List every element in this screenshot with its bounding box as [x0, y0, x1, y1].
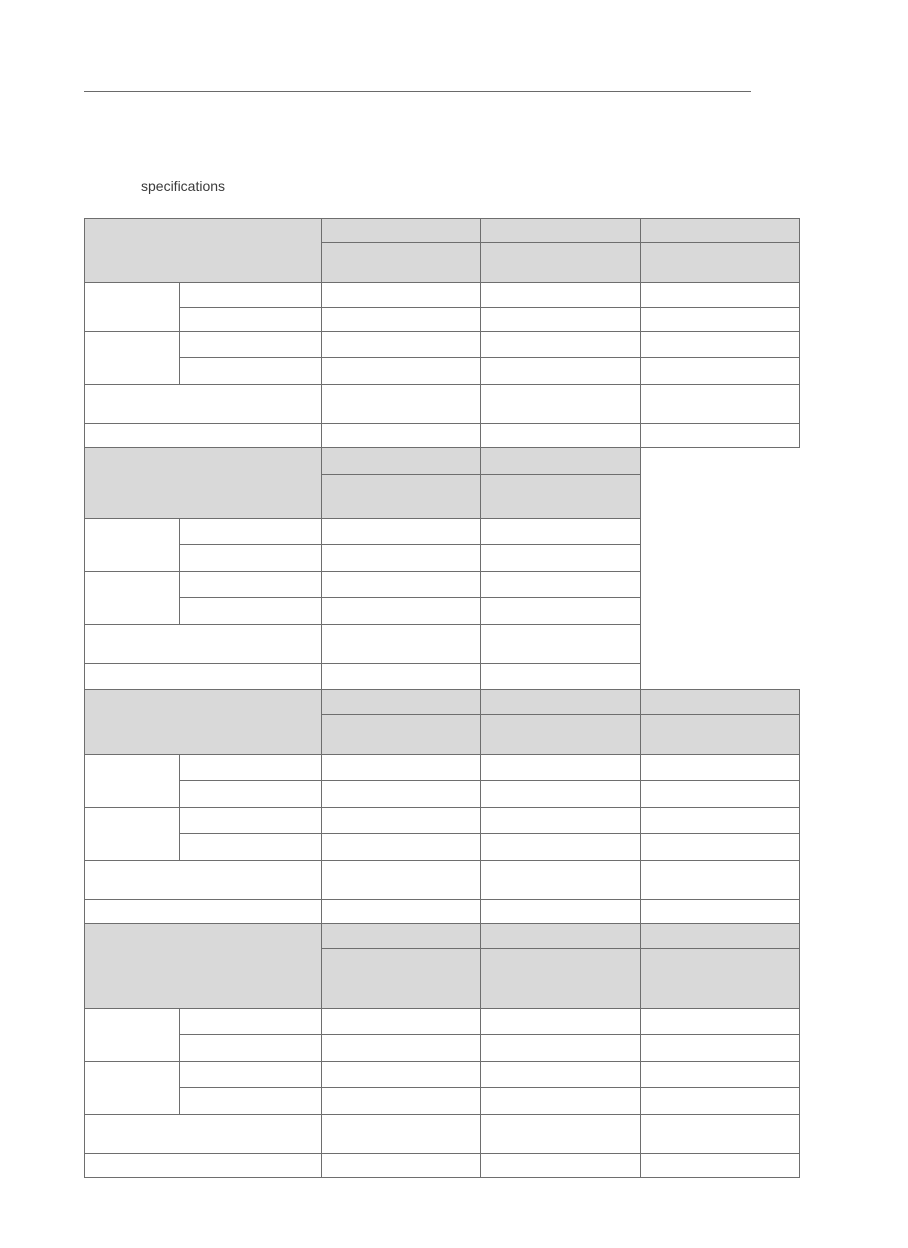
- table-group-label: [84, 1008, 180, 1062]
- table-cell: [321, 518, 481, 545]
- table-group-label: [84, 1061, 180, 1115]
- table-cell: [480, 384, 641, 424]
- table-cell: [321, 1034, 481, 1062]
- table-cell: [321, 544, 481, 572]
- table-group-label: [84, 331, 180, 385]
- table-row-label: [179, 544, 322, 572]
- table-row-label: [179, 754, 322, 781]
- table-header-model-note: [321, 714, 481, 755]
- table-cell: [640, 1087, 800, 1115]
- table-cell: [640, 1061, 800, 1088]
- table-header-title: [84, 689, 322, 755]
- table-cell: [321, 597, 481, 625]
- table-cell: [480, 1034, 641, 1062]
- table-header-model-note: [480, 948, 641, 1009]
- table-cell: [321, 1153, 481, 1178]
- table-row-label: [179, 1008, 322, 1035]
- table-header-model-note: [321, 948, 481, 1009]
- table-group-label: [84, 807, 180, 861]
- table-header-model: [321, 218, 481, 243]
- table-row-label: [84, 899, 322, 924]
- table-cell: [480, 423, 641, 448]
- table-header-title: [84, 447, 322, 519]
- table-cell: [321, 357, 481, 385]
- table-cell: [640, 423, 800, 448]
- table-cell: [321, 807, 481, 834]
- table-cell: [321, 780, 481, 808]
- table-cell: [321, 1008, 481, 1035]
- table-header-model-note: [480, 242, 641, 283]
- table-cell: [321, 571, 481, 598]
- table-cell: [321, 1114, 481, 1154]
- table-cell: [640, 1008, 800, 1035]
- table-cell: [640, 331, 800, 358]
- table-cell: [480, 357, 641, 385]
- table-cell: [640, 1153, 800, 1178]
- table-row-label: [84, 1153, 322, 1178]
- table-header-model: [480, 923, 641, 949]
- table-header-model-note: [321, 474, 481, 519]
- table-header-model: [321, 447, 481, 475]
- table-cell: [480, 624, 641, 664]
- table-row-label: [179, 807, 322, 834]
- table-row-label: [84, 1114, 322, 1154]
- table-row-label: [179, 833, 322, 861]
- table-cell: [321, 1061, 481, 1088]
- table-header-model-note: [640, 948, 800, 1009]
- table-row-label: [179, 1034, 322, 1062]
- table-cell: [480, 1008, 641, 1035]
- table-cell: [321, 860, 481, 900]
- table-header-model-note: [480, 714, 641, 755]
- table-cell: [480, 1061, 641, 1088]
- table-cell: [480, 1153, 641, 1178]
- table-cell: [640, 833, 800, 861]
- table-cell: [480, 307, 641, 332]
- table-cell: [480, 833, 641, 861]
- table-cell: [640, 384, 800, 424]
- table-header-model: [640, 218, 800, 243]
- table-cell: [480, 518, 641, 545]
- table-cell: [321, 307, 481, 332]
- table-row-label: [179, 357, 322, 385]
- table-header-model-note: [640, 242, 800, 283]
- table-cell: [640, 1114, 800, 1154]
- table-row-label: [179, 331, 322, 358]
- table-cell: [321, 624, 481, 664]
- table-header-title: [84, 923, 322, 1009]
- table-header-model: [640, 689, 800, 715]
- table-cell: [480, 663, 641, 690]
- section-heading: specifications: [141, 178, 226, 194]
- table-cell: [640, 1034, 800, 1062]
- table-row-label: [84, 384, 322, 424]
- table-cell: [640, 357, 800, 385]
- table-header-model-note: [321, 242, 481, 283]
- table-header-model: [321, 923, 481, 949]
- table-header-title: [84, 218, 322, 283]
- table-cell: [640, 860, 800, 900]
- table-cell: [640, 282, 800, 308]
- table-cell: [640, 807, 800, 834]
- table-cell: [480, 780, 641, 808]
- table-header-model: [480, 447, 641, 475]
- table-cell: [480, 899, 641, 924]
- table-header-model: [480, 689, 641, 715]
- table-cell: [480, 571, 641, 598]
- table-cell: [321, 282, 481, 308]
- table-cell: [321, 899, 481, 924]
- table-cell: [480, 807, 641, 834]
- table-cell: [321, 1087, 481, 1115]
- table-row-label: [84, 860, 322, 900]
- table-cell: [321, 331, 481, 358]
- table-row-label: [179, 597, 322, 625]
- table-group-label: [84, 282, 180, 332]
- table-row-label: [179, 571, 322, 598]
- table-cell: [321, 754, 481, 781]
- table-cell: [480, 860, 641, 900]
- table-cell: [480, 544, 641, 572]
- table-cell: [321, 384, 481, 424]
- table-row-label: [84, 423, 322, 448]
- table-row-label: [179, 307, 322, 332]
- table-header-model: [321, 689, 481, 715]
- table-group-label: [84, 571, 180, 625]
- table-header-model: [480, 218, 641, 243]
- table-row-label: [179, 1061, 322, 1088]
- table-cell: [640, 899, 800, 924]
- table-cell: [640, 307, 800, 332]
- table-row-label: [84, 624, 322, 664]
- table-header-model-note: [480, 474, 641, 519]
- table-cell: [480, 282, 641, 308]
- table-cell: [321, 833, 481, 861]
- table-cell: [321, 423, 481, 448]
- table-row-label: [179, 282, 322, 308]
- table-cell: [640, 780, 800, 808]
- table-header-model-note: [640, 714, 800, 755]
- table-cell: [480, 1114, 641, 1154]
- table-row-label: [179, 780, 322, 808]
- table-row-label: [179, 1087, 322, 1115]
- table-group-label: [84, 518, 180, 572]
- table-cell: [480, 754, 641, 781]
- table-group-label: [84, 754, 180, 808]
- table-cell: [321, 663, 481, 690]
- table-cell: [640, 754, 800, 781]
- table-cell: [480, 597, 641, 625]
- table-row-label: [84, 663, 322, 690]
- table-header-model: [640, 923, 800, 949]
- table-cell: [480, 1087, 641, 1115]
- table-cell: [480, 331, 641, 358]
- table-row-label: [179, 518, 322, 545]
